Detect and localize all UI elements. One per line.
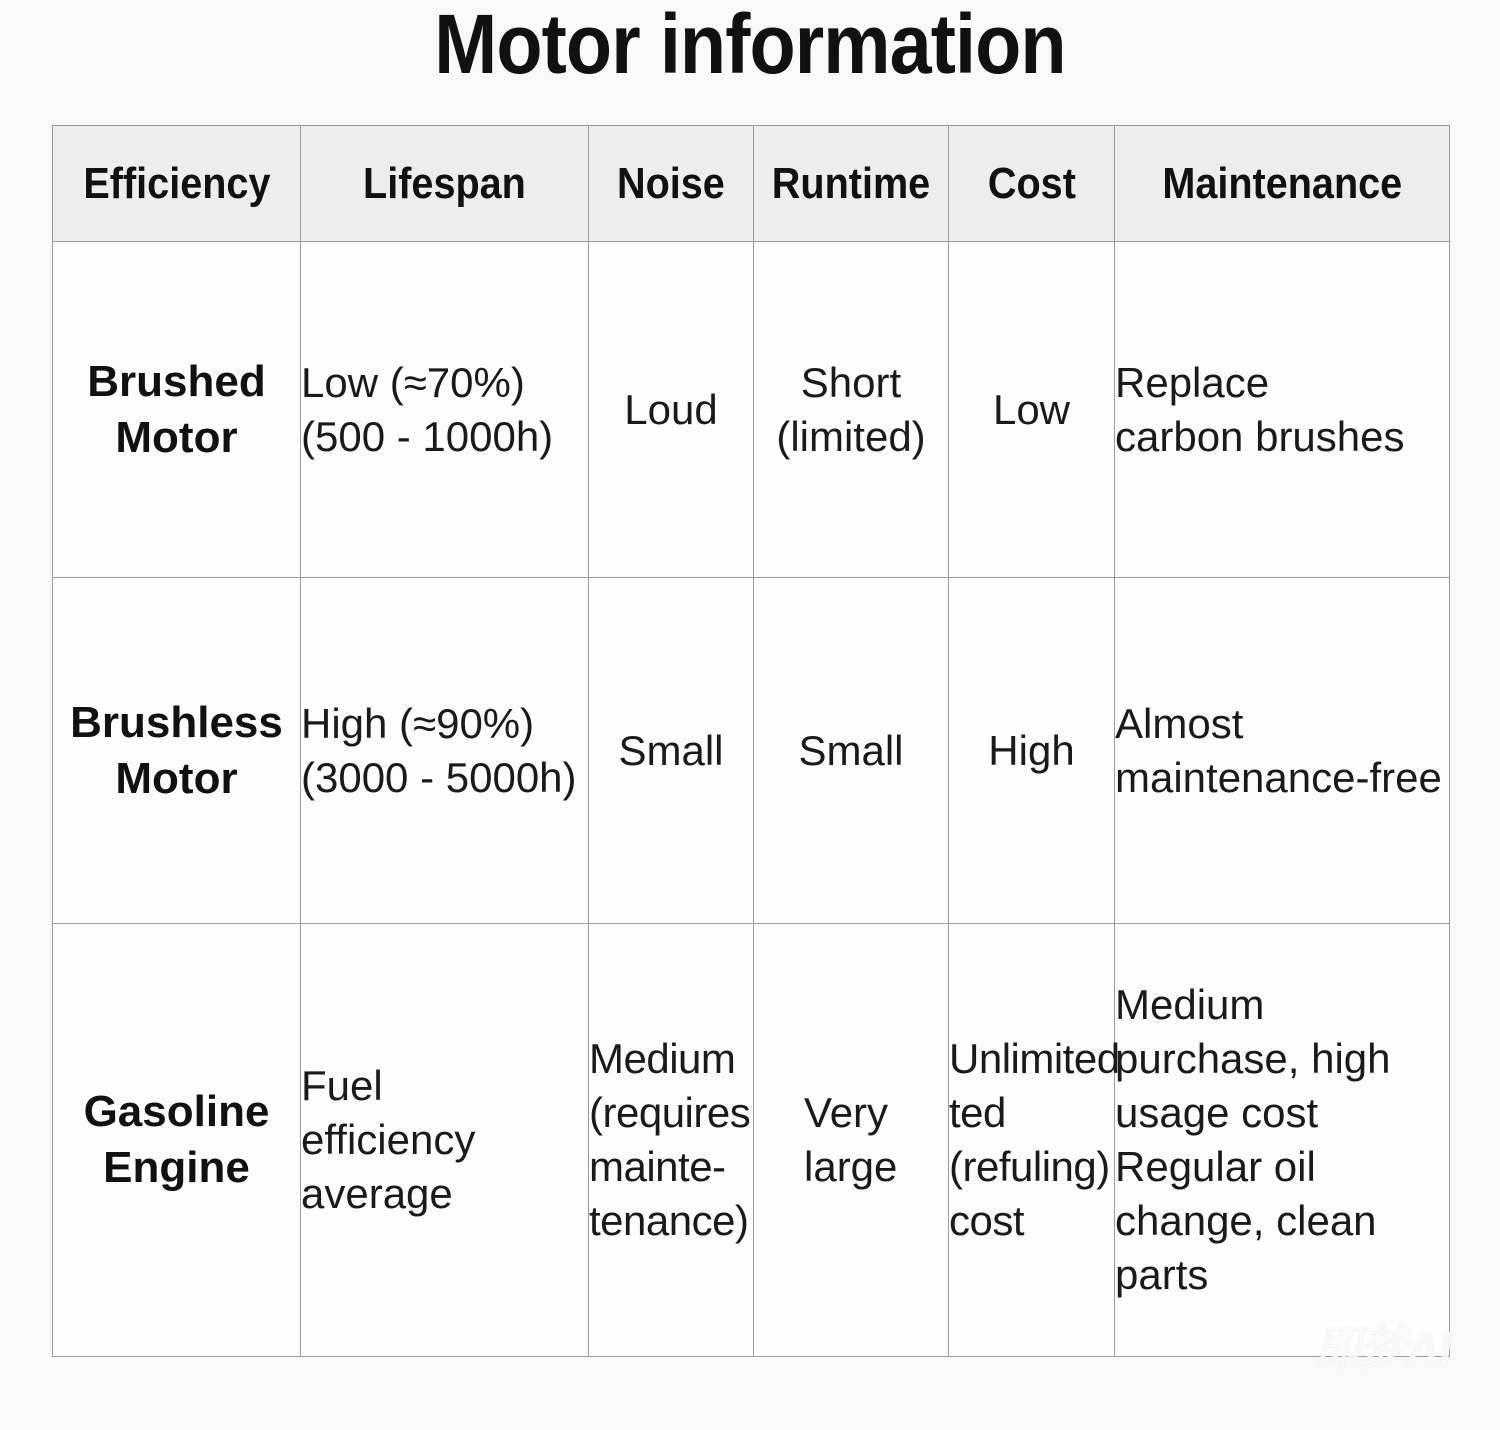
cost-cell: Low xyxy=(949,242,1115,578)
row-name-cell: Brushless Motor xyxy=(53,578,301,924)
header-runtime: Runtime xyxy=(754,126,949,242)
page-title: Motor information xyxy=(434,0,1066,91)
row-name-cell: Gasoline Engine xyxy=(53,924,301,1357)
noise-cell: Small xyxy=(589,578,754,924)
table-row xyxy=(53,578,1450,924)
table-header-row xyxy=(53,126,1450,242)
noise-cell: Medium (requires mainte- tenance) xyxy=(589,924,754,1357)
table-row xyxy=(53,242,1450,578)
motor-comparison-table xyxy=(52,125,1450,1357)
runtime-cell: Very large xyxy=(754,924,949,1357)
maintenance-cell: Replace carbon brushes xyxy=(1115,242,1450,578)
runtime-cell: Short (limited) xyxy=(754,242,949,578)
noise-cell: Loud xyxy=(589,242,754,578)
maintenance-cell: Medium purchase, high usage cost Regular oil change, clean parts xyxy=(1115,924,1450,1357)
maintenance-cell: Almost maintenance-free xyxy=(1115,578,1450,924)
header-lifespan: Lifespan xyxy=(301,126,589,242)
row-name-cell: Brushed Motor xyxy=(53,242,301,578)
table-row xyxy=(53,924,1450,1357)
lifespan-cell: High (≈90%) (3000 - 5000h) xyxy=(301,578,589,924)
cost-cell: High xyxy=(949,578,1115,924)
watermark-logo: 即梦AI xyxy=(1314,1322,1452,1374)
header-cost: Cost xyxy=(949,126,1115,242)
header-maintenance: Maintenance xyxy=(1115,126,1450,242)
header-noise: Noise xyxy=(589,126,754,242)
lifespan-cell: Fuel efficiency average xyxy=(301,924,589,1357)
header-efficiency: Efficiency xyxy=(53,126,301,242)
lifespan-cell: Low (≈70%) (500 - 1000h) xyxy=(301,242,589,578)
cost-cell: Unlimited ted (refuling) cost xyxy=(949,924,1115,1357)
runtime-cell: Small xyxy=(754,578,949,924)
